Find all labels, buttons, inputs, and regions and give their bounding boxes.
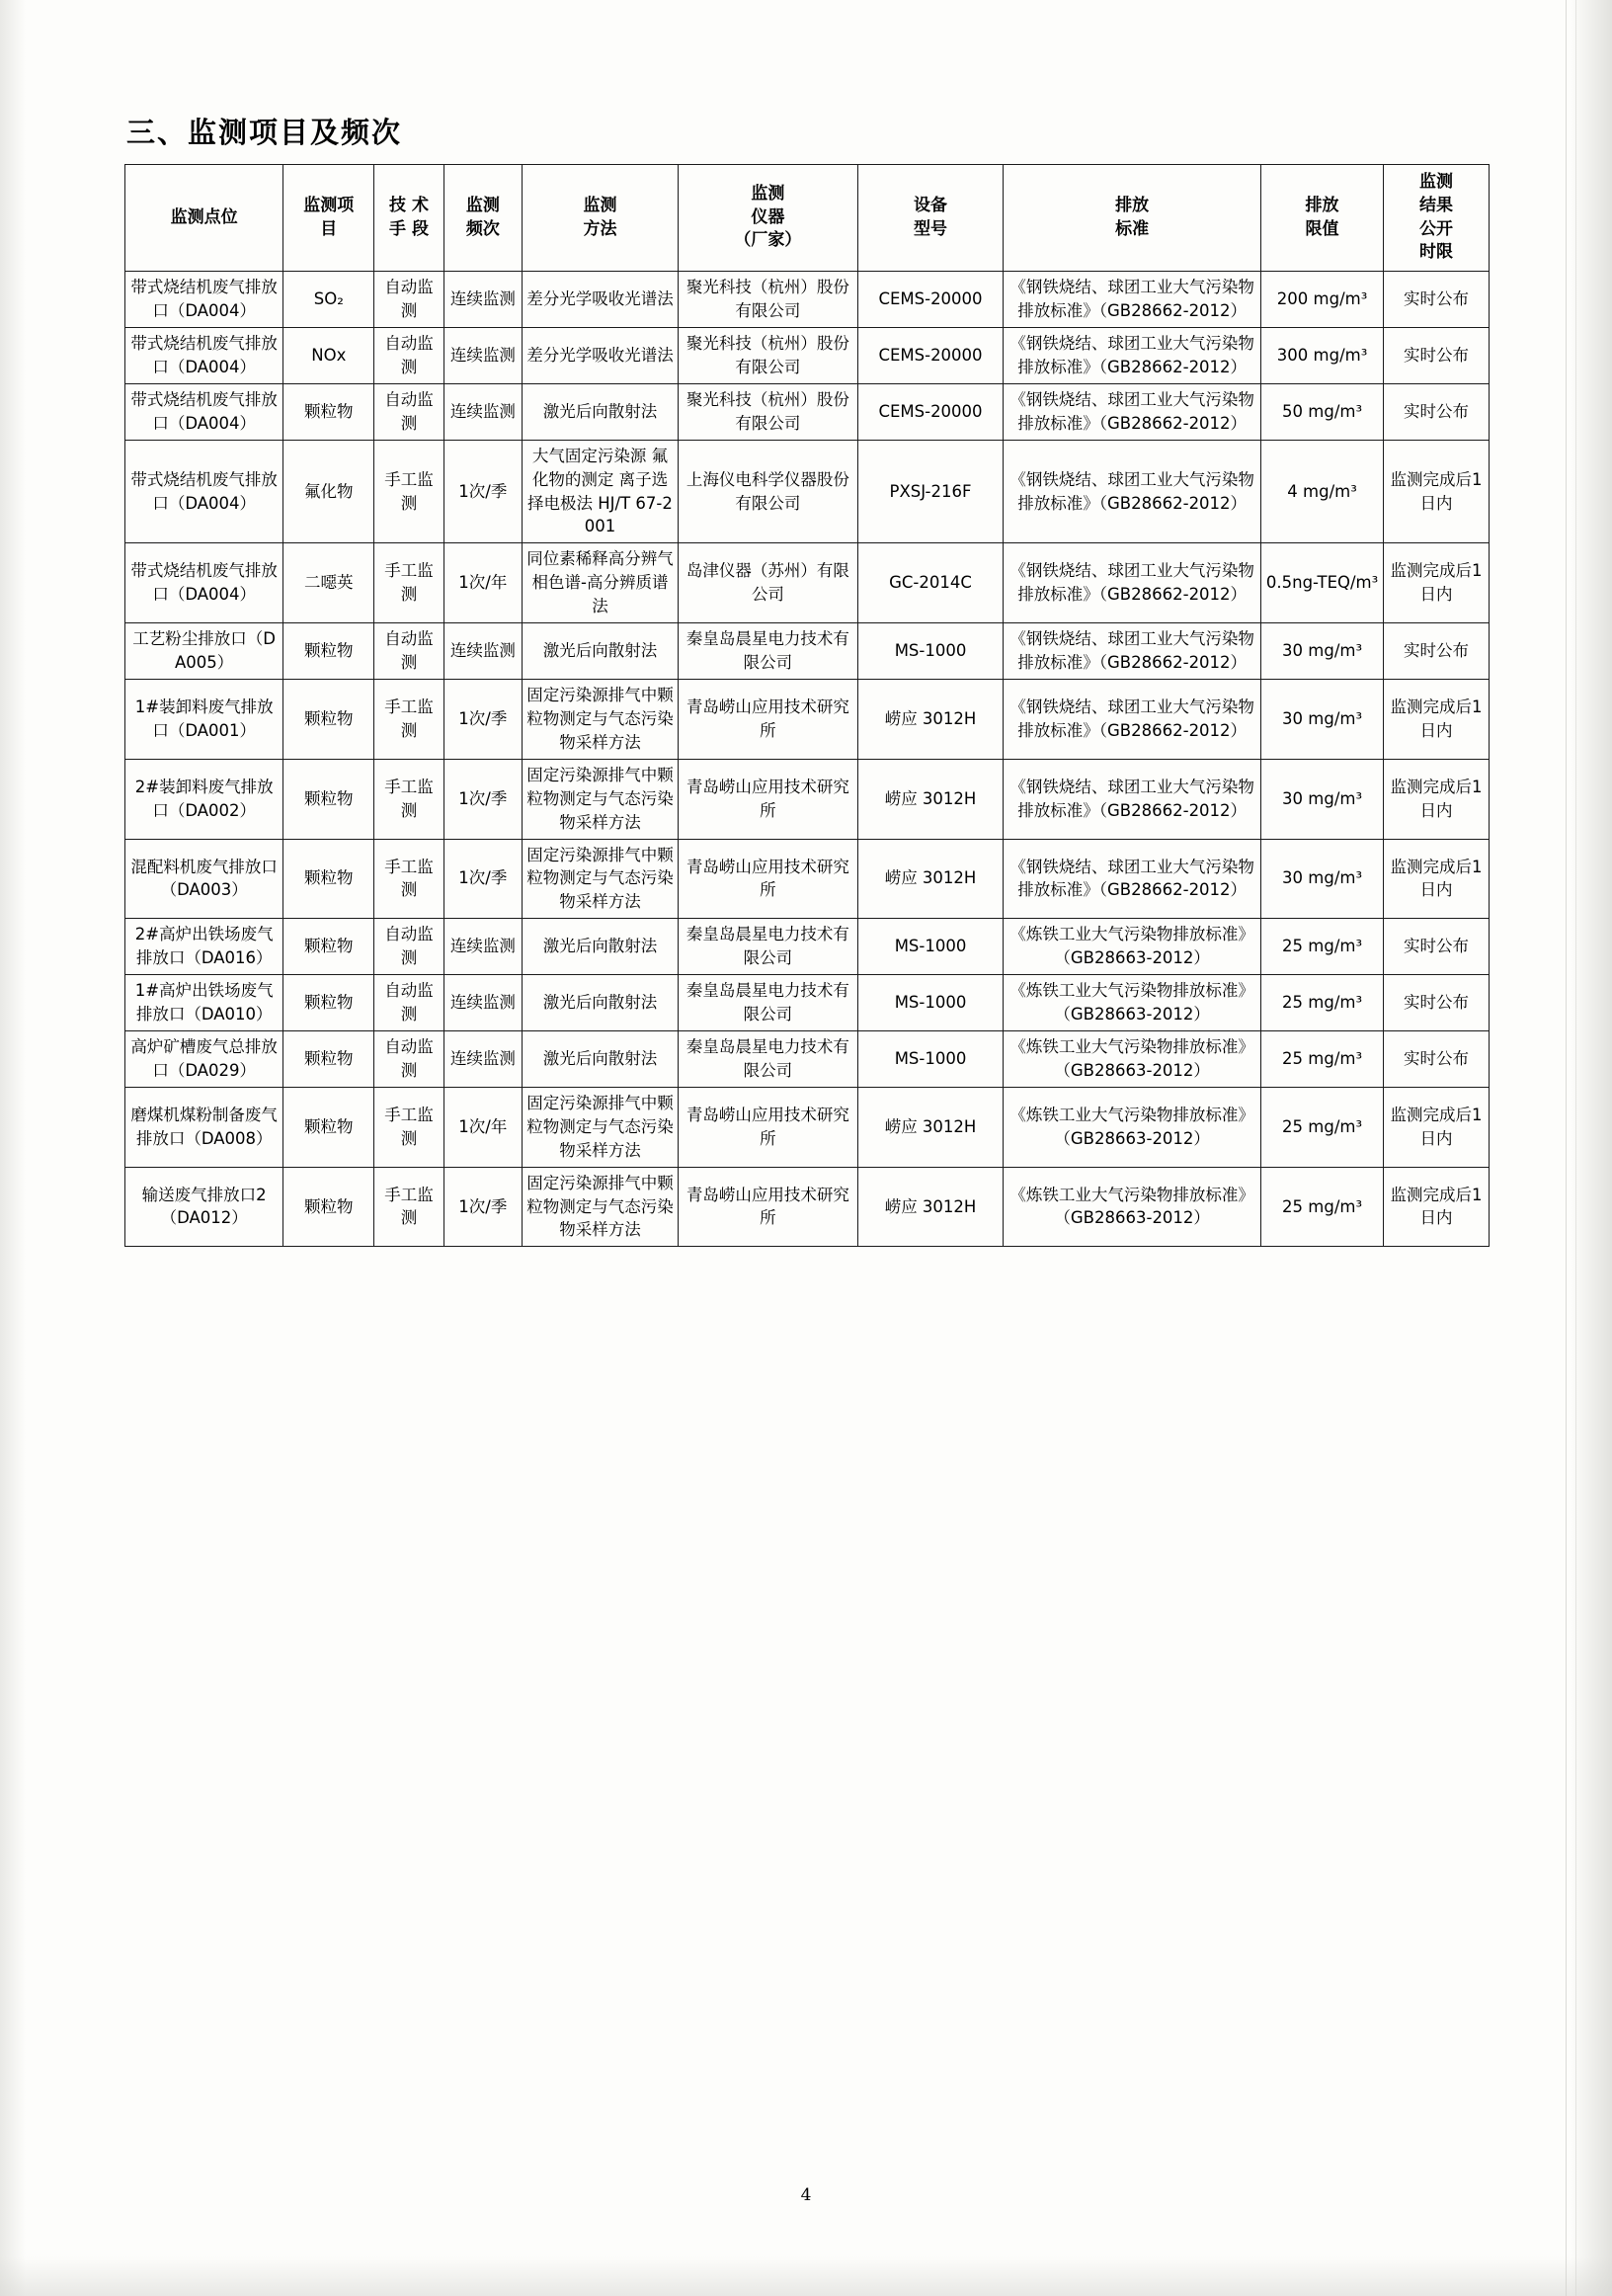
cell-limit: 300 mg/m³ xyxy=(1261,328,1384,384)
table-row xyxy=(125,919,1490,975)
scan-artifact-line xyxy=(1566,0,1567,2296)
cell-standard: 《钢铁烧结、球团工业大气污染物排放标准》（GB28662-2012） xyxy=(1004,383,1261,440)
cell-method: 大气固定污染源 氟化物的测定 离子选择电极法 HJ/T 67-2001 xyxy=(522,440,678,543)
table-header xyxy=(125,165,1490,272)
cell-model: 崂应 3012H xyxy=(857,1087,1004,1167)
cell-frequency: 1次/季 xyxy=(443,1167,522,1247)
cell-model: 崂应 3012H xyxy=(857,759,1004,839)
cell-disclosure: 实时公布 xyxy=(1384,272,1490,328)
cell-point: 2#高炉出铁场废气排放口（DA016） xyxy=(125,919,283,975)
cell-limit: 25 mg/m³ xyxy=(1261,1031,1384,1088)
cell-model: 崂应 3012H xyxy=(857,680,1004,760)
cell-method: 激光后向散射法 xyxy=(522,1031,678,1088)
cell-disclosure: 实时公布 xyxy=(1384,1031,1490,1088)
cell-item: 颗粒物 xyxy=(283,383,374,440)
cell-point: 带式烧结机废气排放口（DA004） xyxy=(125,272,283,328)
cell-item: 颗粒物 xyxy=(283,919,374,975)
cell-limit: 30 mg/m³ xyxy=(1261,839,1384,919)
cell-frequency: 1次/季 xyxy=(443,440,522,543)
table-row xyxy=(125,543,1490,623)
cell-instrument: 秦皇岛晨星电力技术有限公司 xyxy=(679,1031,858,1088)
cell-method: 激光后向散射法 xyxy=(522,919,678,975)
cell-point: 磨煤机煤粉制备废气排放口（DA008） xyxy=(125,1087,283,1167)
cell-standard: 《钢铁烧结、球团工业大气污染物排放标准》（GB28662-2012） xyxy=(1004,680,1261,760)
table-row xyxy=(125,383,1490,440)
cell-standard: 《钢铁烧结、球团工业大气污染物排放标准》（GB28662-2012） xyxy=(1004,440,1261,543)
page-number: 4 xyxy=(800,2185,812,2205)
cell-disclosure: 监测完成后1日内 xyxy=(1384,543,1490,623)
cell-standard: 《钢铁烧结、球团工业大气污染物排放标准》（GB28662-2012） xyxy=(1004,543,1261,623)
table-row xyxy=(125,839,1490,919)
cell-frequency: 1次/季 xyxy=(443,839,522,919)
cell-item: 颗粒物 xyxy=(283,680,374,760)
cell-limit: 30 mg/m³ xyxy=(1261,680,1384,760)
cell-technique: 手工监测 xyxy=(374,680,444,760)
cell-item: 氟化物 xyxy=(283,440,374,543)
cell-model: MS-1000 xyxy=(857,919,1004,975)
cell-point: 混配料机废气排放口（DA003） xyxy=(125,839,283,919)
section-heading: 三、监测项目及频次 xyxy=(126,116,403,149)
cell-point: 1#高炉出铁场废气排放口（DA010） xyxy=(125,975,283,1031)
cell-standard: 《钢铁烧结、球团工业大气污染物排放标准》（GB28662-2012） xyxy=(1004,623,1261,680)
cell-limit: 50 mg/m³ xyxy=(1261,383,1384,440)
cell-item: 二噁英 xyxy=(283,543,374,623)
cell-instrument: 青岛崂山应用技术研究所 xyxy=(679,1087,858,1167)
scan-edge-bottom xyxy=(0,2256,1612,2296)
cell-frequency: 连续监测 xyxy=(443,919,522,975)
cell-model: CEMS-20000 xyxy=(857,272,1004,328)
table-row xyxy=(125,975,1490,1031)
cell-method: 同位素稀释高分辨气相色谱-高分辨质谱法 xyxy=(522,543,678,623)
cell-limit: 25 mg/m³ xyxy=(1261,1167,1384,1247)
cell-limit: 0.5ng-TEQ/m³ xyxy=(1261,543,1384,623)
column-header-limit: 排放 限值 xyxy=(1261,165,1384,272)
cell-standard: 《炼铁工业大气污染物排放标准》（GB28663-2012） xyxy=(1004,919,1261,975)
cell-disclosure: 监测完成后1日内 xyxy=(1384,759,1490,839)
cell-instrument: 秦皇岛晨星电力技术有限公司 xyxy=(679,623,858,680)
cell-point: 带式烧结机废气排放口（DA004） xyxy=(125,328,283,384)
column-header-instrument: 监测 仪器 （厂家） xyxy=(679,165,858,272)
cell-technique: 自动监测 xyxy=(374,1031,444,1088)
cell-method: 固定污染源排气中颗粒物测定与气态污染物采样方法 xyxy=(522,839,678,919)
cell-technique: 自动监测 xyxy=(374,975,444,1031)
cell-frequency: 连续监测 xyxy=(443,975,522,1031)
cell-model: 崂应 3012H xyxy=(857,1167,1004,1247)
cell-disclosure: 实时公布 xyxy=(1384,623,1490,680)
table-header-row xyxy=(125,165,1490,272)
cell-standard: 《炼铁工业大气污染物排放标准》（GB28663-2012） xyxy=(1004,1167,1261,1247)
cell-standard: 《钢铁烧结、球团工业大气污染物排放标准》（GB28662-2012） xyxy=(1004,328,1261,384)
cell-standard: 《炼铁工业大气污染物排放标准》（GB28663-2012） xyxy=(1004,1031,1261,1088)
cell-disclosure: 实时公布 xyxy=(1384,919,1490,975)
table-row xyxy=(125,1087,1490,1167)
cell-disclosure: 监测完成后1日内 xyxy=(1384,1167,1490,1247)
cell-method: 激光后向散射法 xyxy=(522,383,678,440)
cell-instrument: 秦皇岛晨星电力技术有限公司 xyxy=(679,975,858,1031)
cell-frequency: 连续监测 xyxy=(443,328,522,384)
cell-disclosure: 监测完成后1日内 xyxy=(1384,680,1490,760)
monitoring-table xyxy=(124,164,1490,1247)
cell-technique: 手工监测 xyxy=(374,440,444,543)
column-header-point: 监测点位 xyxy=(125,165,283,272)
cell-disclosure: 监测完成后1日内 xyxy=(1384,839,1490,919)
cell-frequency: 1次/年 xyxy=(443,1087,522,1167)
cell-frequency: 连续监测 xyxy=(443,272,522,328)
cell-frequency: 1次/季 xyxy=(443,759,522,839)
cell-technique: 手工监测 xyxy=(374,1167,444,1247)
cell-model: CEMS-20000 xyxy=(857,328,1004,384)
cell-disclosure: 监测完成后1日内 xyxy=(1384,440,1490,543)
cell-point: 1#装卸料废气排放口（DA001） xyxy=(125,680,283,760)
cell-method: 固定污染源排气中颗粒物测定与气态污染物采样方法 xyxy=(522,680,678,760)
cell-instrument: 上海仪电科学仪器股份有限公司 xyxy=(679,440,858,543)
cell-standard: 《炼铁工业大气污染物排放标准》（GB28663-2012） xyxy=(1004,1087,1261,1167)
cell-item: 颗粒物 xyxy=(283,1031,374,1088)
cell-instrument: 聚光科技（杭州）股份有限公司 xyxy=(679,383,858,440)
cell-instrument: 聚光科技（杭州）股份有限公司 xyxy=(679,272,858,328)
cell-limit: 4 mg/m³ xyxy=(1261,440,1384,543)
cell-technique: 手工监测 xyxy=(374,1087,444,1167)
column-header-standard: 排放 标准 xyxy=(1004,165,1261,272)
cell-method: 固定污染源排气中颗粒物测定与气态污染物采样方法 xyxy=(522,759,678,839)
cell-standard: 《钢铁烧结、球团工业大气污染物排放标准》（GB28662-2012） xyxy=(1004,839,1261,919)
cell-method: 差分光学吸收光谱法 xyxy=(522,272,678,328)
column-header-disclosure: 监测 结果 公开 时限 xyxy=(1384,165,1490,272)
cell-technique: 自动监测 xyxy=(374,328,444,384)
cell-model: MS-1000 xyxy=(857,623,1004,680)
column-header-item: 监测项 目 xyxy=(283,165,374,272)
cell-point: 带式烧结机废气排放口（DA004） xyxy=(125,440,283,543)
cell-technique: 自动监测 xyxy=(374,383,444,440)
cell-point: 输送废气排放口2（DA012） xyxy=(125,1167,283,1247)
cell-limit: 30 mg/m³ xyxy=(1261,759,1384,839)
cell-frequency: 连续监测 xyxy=(443,623,522,680)
table-row xyxy=(125,1167,1490,1247)
cell-limit: 30 mg/m³ xyxy=(1261,623,1384,680)
scan-edge-left xyxy=(0,0,26,2296)
cell-method: 激光后向散射法 xyxy=(522,623,678,680)
cell-frequency: 连续监测 xyxy=(443,1031,522,1088)
cell-disclosure: 实时公布 xyxy=(1384,328,1490,384)
cell-frequency: 1次/年 xyxy=(443,543,522,623)
cell-technique: 手工监测 xyxy=(374,839,444,919)
cell-instrument: 秦皇岛晨星电力技术有限公司 xyxy=(679,919,858,975)
cell-item: 颗粒物 xyxy=(283,1167,374,1247)
cell-point: 高炉矿槽废气总排放口（DA029） xyxy=(125,1031,283,1088)
cell-standard: 《钢铁烧结、球团工业大气污染物排放标准》（GB28662-2012） xyxy=(1004,272,1261,328)
cell-frequency: 连续监测 xyxy=(443,383,522,440)
cell-item: 颗粒物 xyxy=(283,1087,374,1167)
cell-standard: 《炼铁工业大气污染物排放标准》（GB28663-2012） xyxy=(1004,975,1261,1031)
cell-method: 固定污染源排气中颗粒物测定与气态污染物采样方法 xyxy=(522,1167,678,1247)
table-row xyxy=(125,759,1490,839)
cell-method: 激光后向散射法 xyxy=(522,975,678,1031)
cell-model: MS-1000 xyxy=(857,975,1004,1031)
cell-technique: 自动监测 xyxy=(374,919,444,975)
cell-disclosure: 实时公布 xyxy=(1384,975,1490,1031)
cell-technique: 自动监测 xyxy=(374,272,444,328)
cell-frequency: 1次/季 xyxy=(443,680,522,760)
cell-model: 崂应 3012H xyxy=(857,839,1004,919)
cell-standard: 《钢铁烧结、球团工业大气污染物排放标准》（GB28662-2012） xyxy=(1004,759,1261,839)
cell-disclosure: 实时公布 xyxy=(1384,383,1490,440)
table-row xyxy=(125,328,1490,384)
table-row xyxy=(125,680,1490,760)
cell-item: NOx xyxy=(283,328,374,384)
table-row xyxy=(125,1031,1490,1088)
cell-model: CEMS-20000 xyxy=(857,383,1004,440)
cell-limit: 25 mg/m³ xyxy=(1261,919,1384,975)
cell-limit: 25 mg/m³ xyxy=(1261,1087,1384,1167)
cell-model: MS-1000 xyxy=(857,1031,1004,1088)
cell-method: 固定污染源排气中颗粒物测定与气态污染物采样方法 xyxy=(522,1087,678,1167)
scan-artifact-line-2 xyxy=(1575,0,1576,2296)
column-header-technique: 技 术 手 段 xyxy=(374,165,444,272)
column-header-method: 监测 方法 xyxy=(522,165,678,272)
cell-instrument: 聚光科技（杭州）股份有限公司 xyxy=(679,328,858,384)
cell-instrument: 岛津仪器（苏州）有限公司 xyxy=(679,543,858,623)
cell-method: 差分光学吸收光谱法 xyxy=(522,328,678,384)
cell-model: GC-2014C xyxy=(857,543,1004,623)
table-row xyxy=(125,272,1490,328)
cell-instrument: 青岛崂山应用技术研究所 xyxy=(679,759,858,839)
cell-item: 颗粒物 xyxy=(283,839,374,919)
cell-instrument: 青岛崂山应用技术研究所 xyxy=(679,680,858,760)
cell-instrument: 青岛崂山应用技术研究所 xyxy=(679,839,858,919)
table-body xyxy=(125,272,1490,1247)
scan-edge-right xyxy=(1571,0,1612,2296)
cell-technique: 手工监测 xyxy=(374,543,444,623)
table-row xyxy=(125,440,1490,543)
column-header-model: 设备 型号 xyxy=(857,165,1004,272)
table-row xyxy=(125,623,1490,680)
cell-point: 带式烧结机废气排放口（DA004） xyxy=(125,543,283,623)
cell-item: 颗粒物 xyxy=(283,623,374,680)
cell-point: 带式烧结机废气排放口（DA004） xyxy=(125,383,283,440)
cell-disclosure: 监测完成后1日内 xyxy=(1384,1087,1490,1167)
cell-model: PXSJ-216F xyxy=(857,440,1004,543)
cell-item: 颗粒物 xyxy=(283,759,374,839)
cell-point: 2#装卸料废气排放口（DA002） xyxy=(125,759,283,839)
column-header-frequency: 监测 频次 xyxy=(443,165,522,272)
cell-technique: 手工监测 xyxy=(374,759,444,839)
cell-technique: 自动监测 xyxy=(374,623,444,680)
cell-limit: 200 mg/m³ xyxy=(1261,272,1384,328)
cell-item: SO₂ xyxy=(283,272,374,328)
cell-limit: 25 mg/m³ xyxy=(1261,975,1384,1031)
cell-point: 工艺粉尘排放口（DA005） xyxy=(125,623,283,680)
cell-instrument: 青岛崂山应用技术研究所 xyxy=(679,1167,858,1247)
cell-item: 颗粒物 xyxy=(283,975,374,1031)
